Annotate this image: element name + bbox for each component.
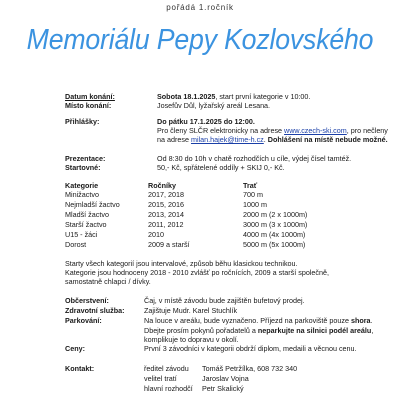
no-onsite-registration: Dohlášení na místě nebude možné. (267, 135, 388, 144)
parking-line-2-end: , (371, 326, 374, 335)
date-label: Datum konání: (65, 92, 115, 101)
registration-members-text: Pro členy SLČR elektronicky na adrese (157, 126, 285, 135)
fee-label: Startovné: (65, 163, 101, 172)
table-header-years: Ročníky (148, 181, 176, 190)
parking-line-1-end: . (370, 316, 373, 325)
notes-line-1: Starty všech kategorií jsou intervalové, způsob běhu klasickou technikou. (65, 259, 298, 268)
table-cell-category: Starší žactvo (65, 220, 107, 229)
registration-label: Přihlášky: (65, 117, 100, 126)
refreshment-value: Čaj, v místě závodu bude zajištěn bufetový prodej. (144, 296, 305, 305)
table-cell-years: 2013, 2014 (148, 210, 184, 219)
table-header-category: Kategorie (65, 181, 99, 190)
registration-members-line (157, 126, 388, 135)
table-cell-years: 2010 (148, 230, 164, 239)
date-value (157, 92, 310, 101)
contact-name: Tomáš Petržílka, 608 732 340 (202, 364, 298, 373)
date-rest: , start první kategorie v 10:00. (215, 92, 311, 101)
table-cell-category: U15 - žáci (65, 230, 98, 239)
table-cell-distance: 2000 m (2 x 1000m) (243, 210, 308, 219)
table-cell-category: Minižactvo (65, 190, 99, 199)
contact-label: Kontakt: (65, 364, 95, 373)
notes-line-2: Kategorie jsou hodnoceny 2018 - 2010 zvlášť po ročnících, 2009 a starší společně, (65, 268, 330, 277)
parking-direction: shora (350, 316, 371, 325)
date-bold: Sobota 18.1.2025 (157, 92, 216, 101)
event-organizer-subtitle: pořádá 1.ročník (166, 3, 234, 12)
registration-deadline: Do pátku 17.1.2025 do 12:00. (157, 117, 255, 126)
fee-value: 50,- Kč, spřátelené oddíly + SKIJ 0,- Kč. (157, 163, 285, 172)
medical-label: Zdravotní služba: (65, 306, 125, 315)
registration-email-line (157, 135, 388, 144)
registration-email-prefix: na adrese (157, 135, 191, 144)
registration-nonmembers-text: , pro nečleny (346, 126, 388, 135)
parking-line-2 (144, 326, 373, 335)
registration-email-link[interactable]: milan.hajek@time-h.cz (190, 135, 264, 144)
presentation-label: Prezentace: (65, 154, 106, 163)
table-cell-distance: 1000 m (243, 200, 267, 209)
table-cell-distance: 5000 m (5x 1000m) (243, 240, 306, 249)
refreshment-label: Občerstvení: (65, 296, 109, 305)
table-cell-distance: 700 m (243, 190, 263, 199)
registration-email-sep: . (263, 135, 268, 144)
contact-name: Petr Skalický (202, 384, 244, 393)
place-value: Josefův Důl, lyžařský areál Lesana. (157, 101, 271, 110)
contact-role: velitel tratí (144, 374, 177, 383)
notes-line-3: samostatně chlapci / dívky. (65, 277, 151, 286)
parking-line-1-text: Na louce v areálu, bude vyznačeno. Příjezd na parkoviště pouze (144, 316, 351, 325)
table-header-distance: Trať (243, 181, 258, 190)
parking-line-2-text: Dbejte prosím pokynů pořadatelů a (144, 326, 258, 335)
table-cell-years: 2011, 2012 (148, 220, 184, 229)
table-cell-years: 2015, 2016 (148, 200, 184, 209)
medical-value: Zajištuje Mudr. Karel Stuchlík (144, 306, 238, 315)
place-label: Místo konání: (65, 101, 112, 110)
parking-line-1 (144, 316, 373, 325)
contact-role: ředitel závodu (144, 364, 189, 373)
table-cell-distance: 3000 m (3 x 1000m) (243, 220, 308, 229)
presentation-value: Od 8:30 do 10h v chatě rozhodčích u cíle, výdej čísel tamtéž. (157, 154, 352, 163)
contact-name: Jaroslav Vojna (202, 374, 249, 383)
table-cell-years: 2017, 2018 (148, 190, 184, 199)
parking-label: Parkování: (65, 316, 102, 325)
table-cell-category: Nejmladší žactvo (65, 200, 120, 209)
parking-line-3: komplikuje to dopravu v okolí. (144, 335, 239, 344)
czech-ski-link[interactable]: www.czech-ski.com (284, 126, 347, 135)
prizes-value: První 3 závodníci v kategorii obdrží diplom, medaili a věcnou cenu. (144, 344, 357, 353)
event-title: Memoriálu Pepy Kozlovského (26, 24, 374, 56)
table-cell-category: Mladší žactvo (65, 210, 109, 219)
table-cell-category: Dorost (65, 240, 87, 249)
table-cell-distance: 4000 m (4x 1000m) (243, 230, 306, 239)
contact-role: hlavní rozhodčí (144, 384, 193, 393)
prizes-label: Ceny: (65, 344, 85, 353)
parking-warning: neparkujte na silnici podél areálu (257, 326, 372, 335)
table-cell-years: 2009 a starší (148, 240, 190, 249)
